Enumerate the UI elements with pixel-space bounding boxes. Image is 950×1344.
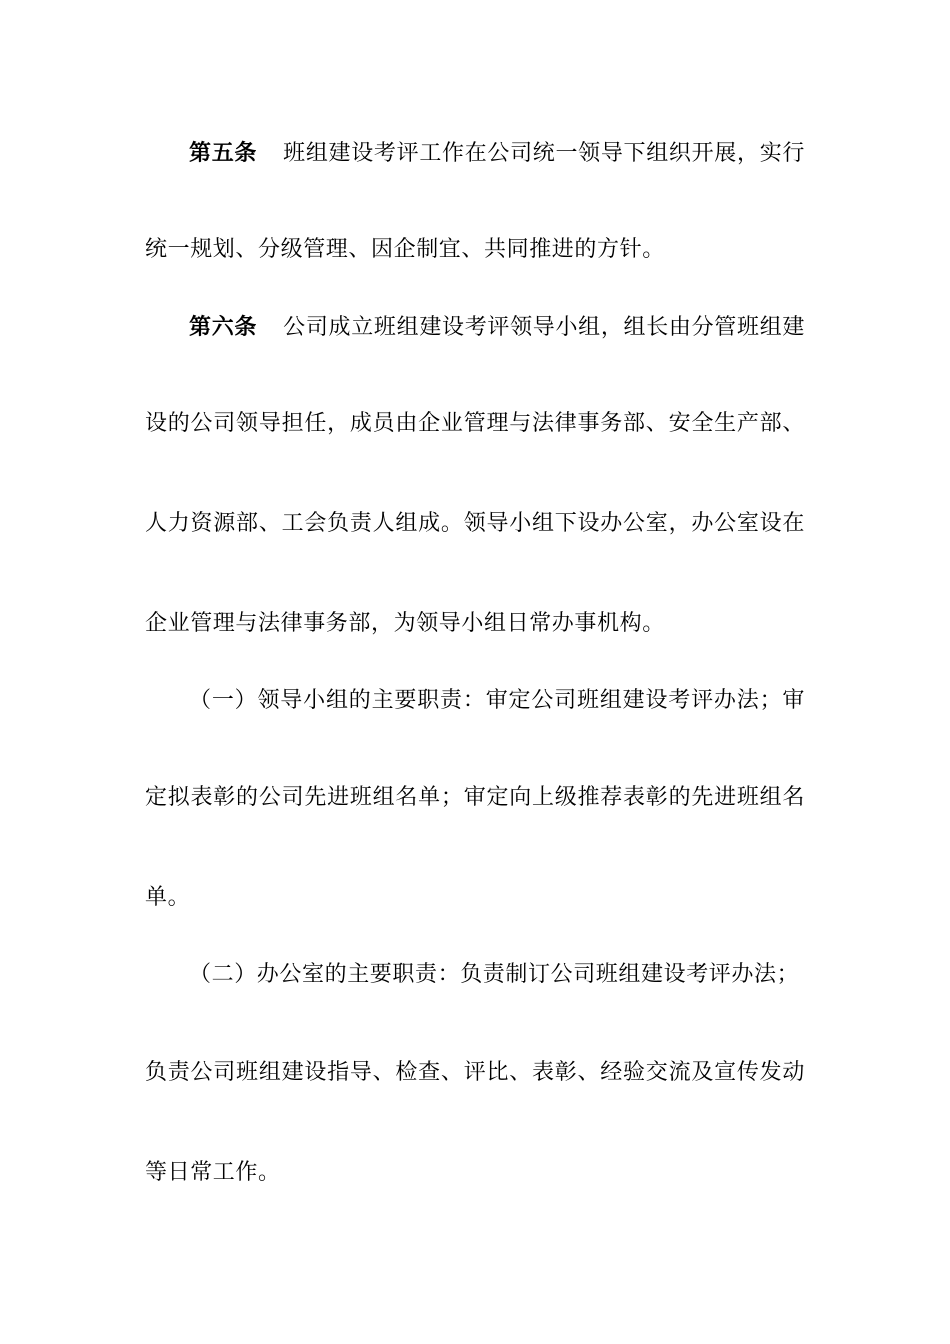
article5-heading: 第五条	[189, 140, 258, 166]
article6-text-1: 公司成立班组建设考评领导小组，组长由分管班组建	[283, 315, 805, 340]
item2-line-3: 等日常工作。	[145, 1160, 281, 1185]
article6-line-4: 企业管理与法律事务部，为领导小组日常办事机构。	[145, 611, 665, 636]
item1-line-2: 定拟表彰的公司先进班组名单；审定向上级推荐表彰的先进班组名	[145, 785, 805, 810]
article6-heading: 第六条	[189, 314, 258, 340]
item1-line-3: 单。	[145, 885, 191, 910]
article6-line-2: 设的公司领导担任，成员由企业管理与法律事务部、安全生产部、	[145, 411, 805, 436]
article6-line-3: 人力资源部、工会负责人组成。领导小组下设办公室，办公室设在	[145, 511, 805, 536]
item2-line-2: 负责公司班组建设指导、检查、评比、表彰、经验交流及宣传发动	[145, 1060, 805, 1085]
item1-line-1: （一）领导小组的主要职责：审定公司班组建设考评办法；审	[189, 688, 805, 713]
item2-line-1: （二）办公室的主要职责：负责制订公司班组建设考评办法；	[189, 962, 800, 987]
article5-line-1	[189, 138, 805, 169]
article6-line-1	[189, 312, 805, 343]
article5-text-1: 班组建设考评工作在公司统一领导下组织开展，实行	[283, 141, 805, 166]
article5-line-2: 统一规划、分级管理、因企制宜、共同推进的方针。	[145, 237, 665, 262]
